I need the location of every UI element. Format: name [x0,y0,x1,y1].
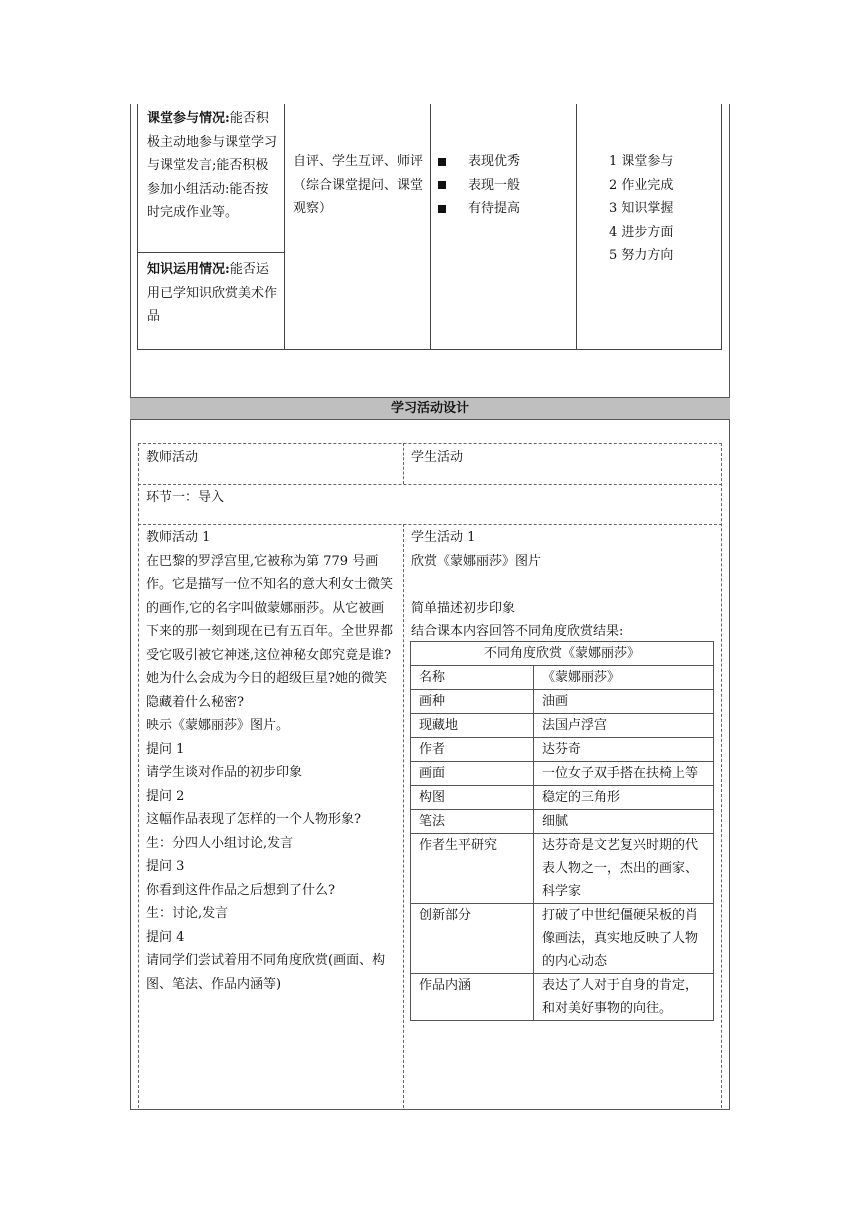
table-row: 名称 《蒙娜丽莎》 [411,666,714,690]
question-2-title: 提问 2 [146,788,185,804]
eval-participation-text: 能否积极主动地参与课堂学习与课堂发言;能否积极参加小组活动:能否按时完成作业等。 [147,111,278,220]
table-row: 作者 达芬奇 [411,738,714,762]
question-4-title: 提问 4 [146,929,185,945]
table-row: 画面 一位女子双手搭在扶椅上等 [411,762,714,786]
table-row: 作者生平研究 达芬奇是文艺复兴时期的代表人物之一，杰出的画家、科学家 [411,834,714,904]
square-bullet-icon [438,205,446,213]
eval-levels [438,150,520,221]
teacher-activity [146,526,396,996]
evaluation-table [137,104,722,350]
eval-knowledge-heading: 知识运用情况: [147,262,230,277]
square-bullet-icon [438,181,446,189]
level-item: 有待提高 [438,197,520,221]
eval-aspects [609,150,673,268]
section-banner: 学习活动设计 [130,397,730,420]
student-line-3: 结合课本内容回答不同角度欣赏结果: [411,624,624,639]
question-3-answer: 生：讨论,发言 [146,906,229,921]
question-2: 这幅作品表现了怎样的一个人物形象? [146,812,361,827]
level-item: 表现优秀 [438,150,520,174]
student-title: 学生活动 1 [411,530,476,545]
student-line-2: 简单描述初步印象 [411,600,516,616]
aspect-item: 5 努力方向 [609,248,674,263]
eval-knowledge [147,258,281,329]
eval-knowledge-text: 能否运用已学知识欣赏美术作品 [147,262,278,324]
level-item: 表现一般 [438,174,520,198]
table-row: 构图 稳定的三角形 [411,786,714,810]
question-3: 你看到这件作品之后想到了什么? [146,882,335,898]
appreciation-table [410,641,714,1021]
table-row: 现藏地 法国卢浮宫 [411,714,714,738]
stage-label: 环节一：导入 [146,490,225,505]
question-1: 请学生谈对作品的初步印象 [146,765,303,780]
teacher-header: 教师活动 [146,450,199,465]
table-row: 画种 油画 [411,690,714,714]
teacher-show: 映示《蒙娜丽莎》图片。 [146,718,290,733]
question-2-answer: 生：分四人小组讨论,发言 [146,835,294,851]
student-line-1: 欣赏《蒙娜丽莎》图片 [411,553,542,569]
question-4: 请同学们尝试着用不同角度欣赏(画面、构图、笔法、作品内涵等) [146,953,386,992]
aspect-item: 4 进步方面 [609,224,674,240]
aspect-item: 2 作业完成 [609,177,674,193]
eval-participation [147,107,281,225]
student-header: 学生活动 [411,450,464,465]
question-1-title: 提问 1 [146,741,185,757]
eval-method: 自评、学生互评、师评（综合课堂提问、课堂观察） [293,154,424,216]
teacher-title: 教师活动 1 [146,530,211,545]
teacher-intro: 在巴黎的罗浮宫里,它被称为第 779 号画作。它是描写一位不知名的意大利女士微笑的画作,它的名字叫做蒙娜丽莎。从它被画下来的那一刻到现在已有五百年。全世界都受它吸引被它神迷,这位神秘女郎究竟是谁?她为什么会成为今日的超级巨星?她的微笑隐藏着什么秘密? [146,553,394,710]
student-activity [411,526,716,644]
appreciation-table-title: 不同角度欣赏《蒙娜丽莎》 [411,642,714,666]
table-row: 笔法 细腻 [411,810,714,834]
aspect-item: 3 知识掌握 [609,201,674,216]
eval-participation-heading: 课堂参与情况: [147,111,230,126]
table-row: 创新部分 打破了中世纪僵硬呆板的肖像画法，真实地反映了人物的内心动态 [411,904,714,974]
question-3-title: 提问 3 [146,859,185,874]
aspect-item: 1 课堂参与 [609,154,674,169]
table-row: 作品内涵 表达了人对于自身的肯定，和对美好事物的向往。 [411,974,714,1021]
square-bullet-icon [438,158,446,166]
